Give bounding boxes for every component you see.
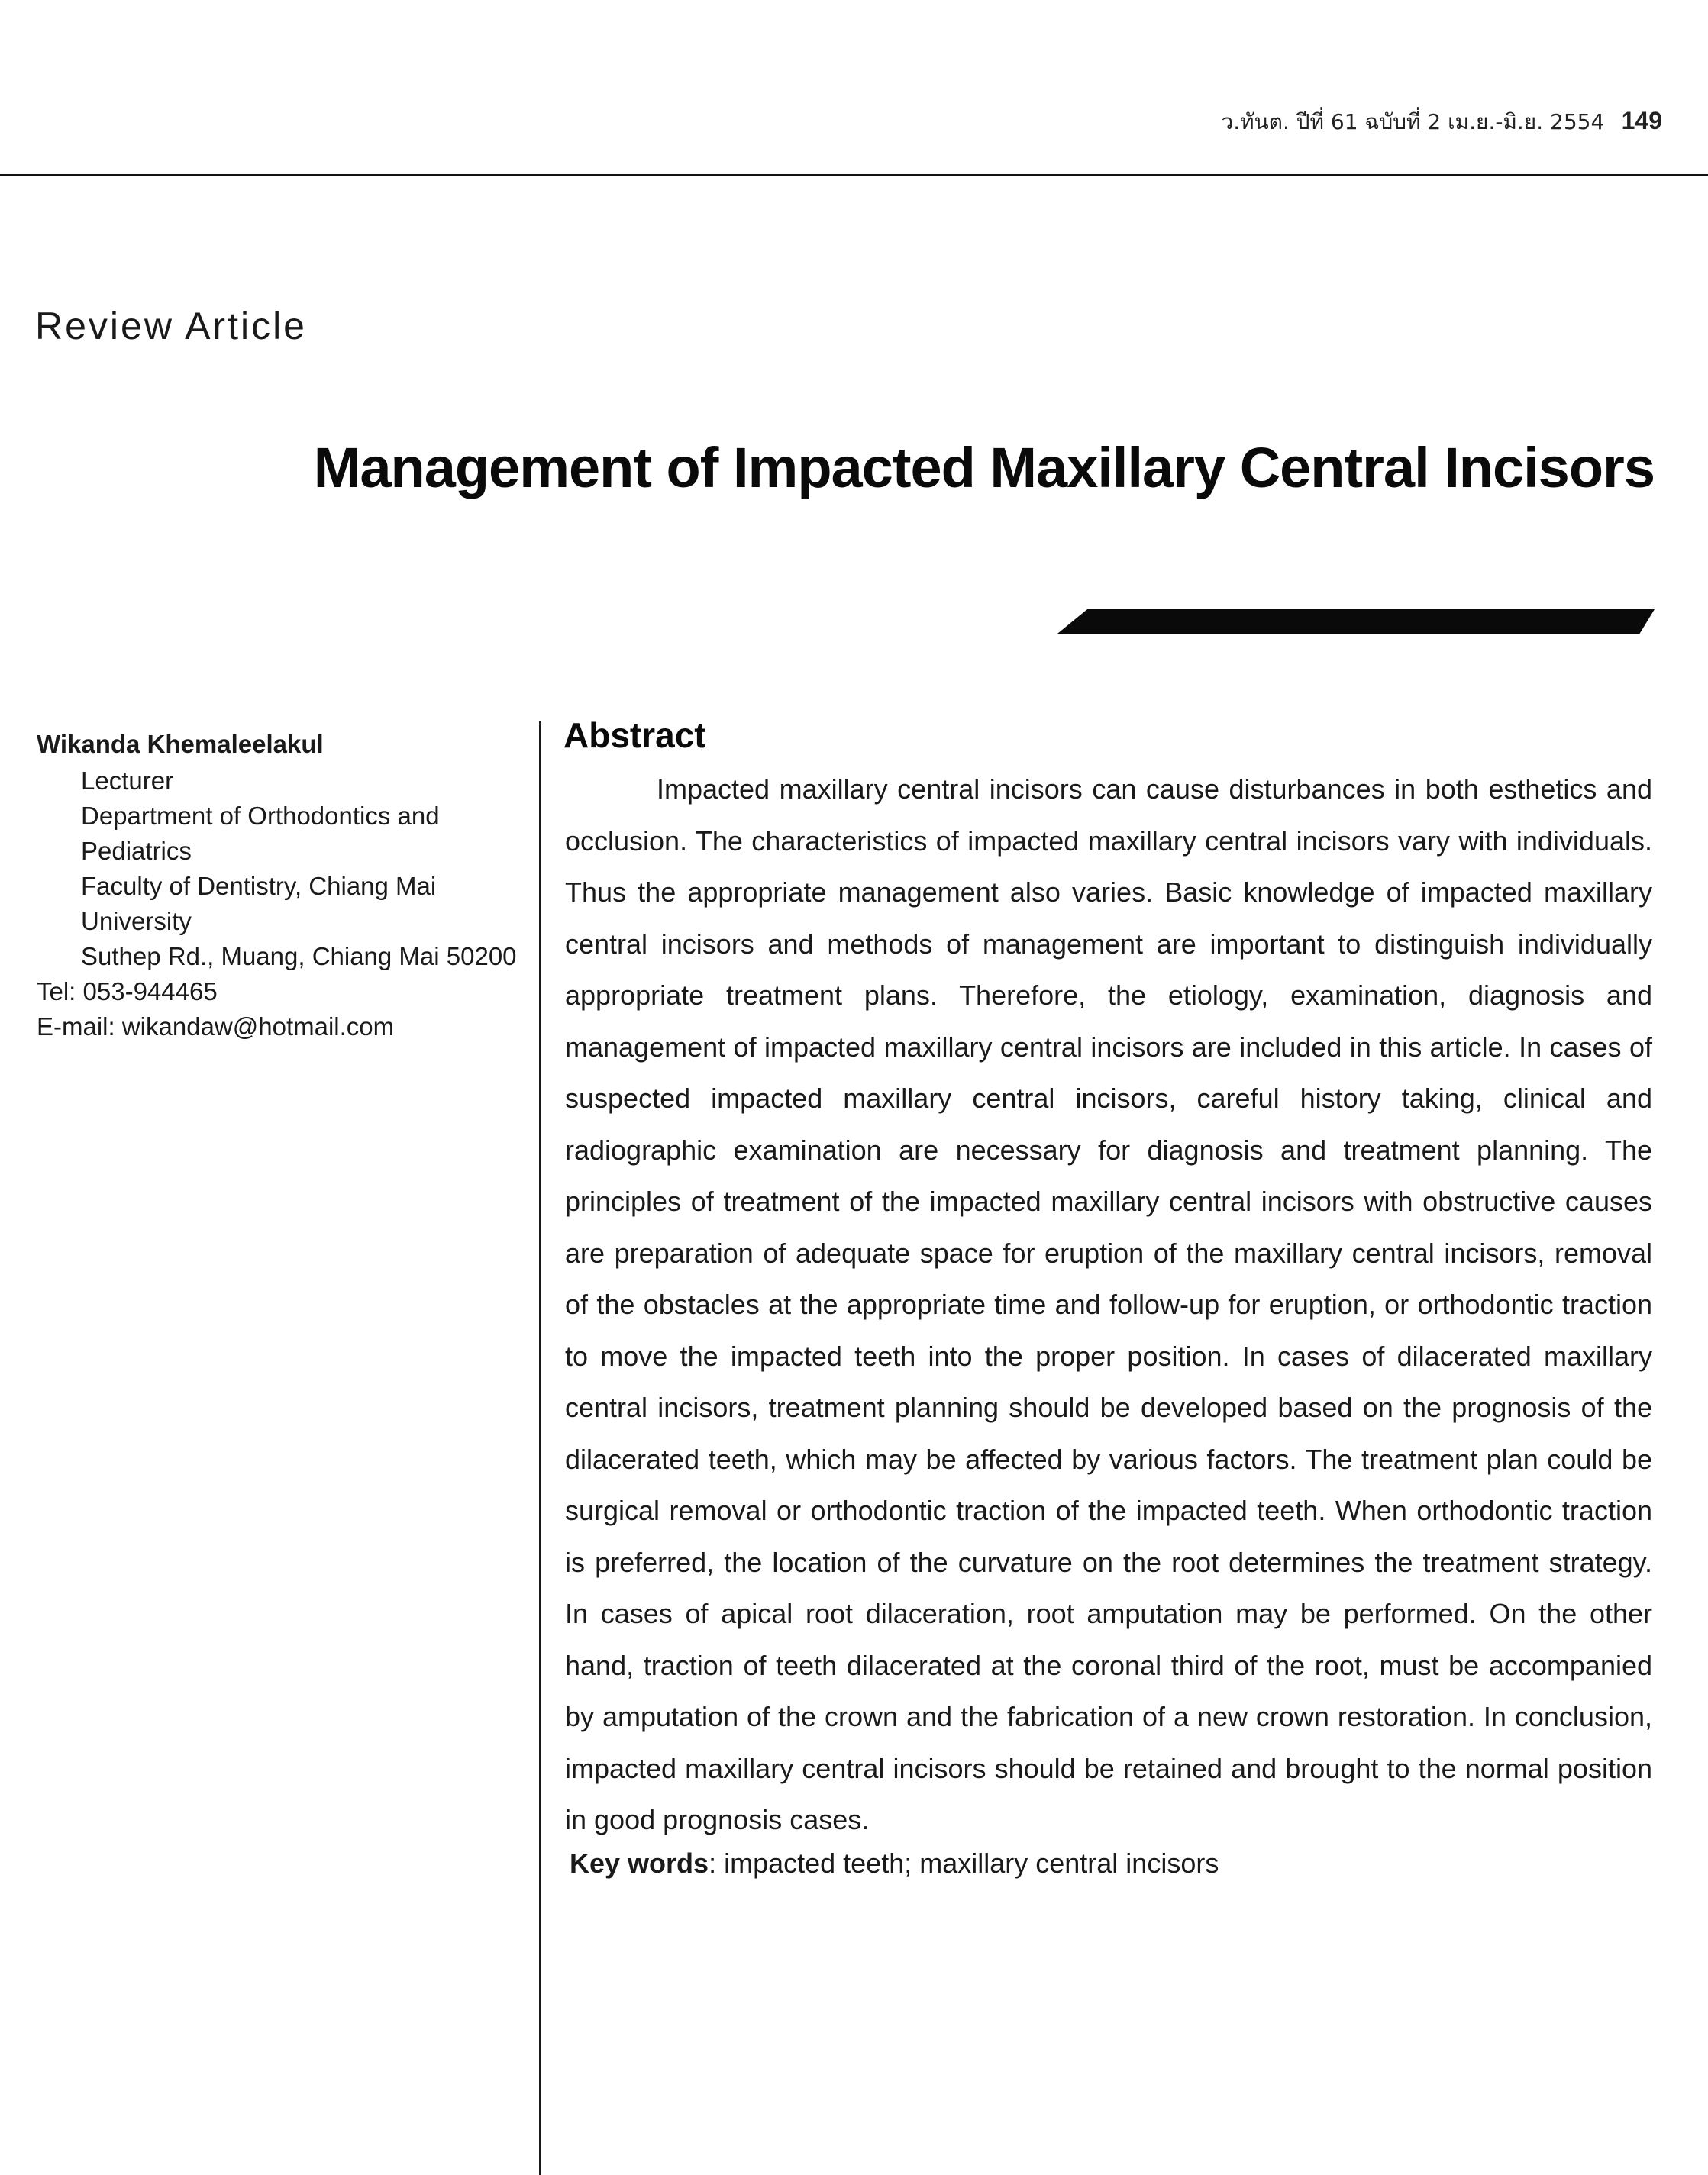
abstract-heading: Abstract (563, 715, 706, 755)
abstract-text: Impacted maxillary central incisors can cause disturbances in both esthetics and occlusion. The characteristics of impacted maxillary central incisors vary with individuals. Thus the appropriate management also varies. Basic knowledge of impacted maxillary central incisors and methods of management are important to distinguish individually appropriate treatment plans. Therefore, the etiology, examination, diagnosis and management of impacted maxillary central incisors are included in this article. In cases of suspected impacted maxillary central incisors, careful history taking, clinical and radiographic examination are necessary for diagnosis and treatment planning. The principles of treatment of the impacted maxillary central incisors with obstructive causes are preparation of adequate space for eruption of the maxillary central incisors, removal of the obstacles at the appropriate time and follow-up for eruption, or orthodontic traction to move the impacted teeth into the proper position. In cases of dilacerated maxillary central incisors, treatment planning should be developed based on the prognosis of the dilacerated teeth, which may be affected by various factors. The treatment plan could be surgical removal or orthodontic traction of the impacted teeth. When orthodontic traction is preferred, the location of the curvature on the root determines the treatment strategy. In cases of apical root dilaceration, root amputation may be performed. On the other hand, traction of teeth dilacerated at the coronal third of the root, must be accompanied by amputation of the crown and the fabrication of a new crown restoration. In conclusion, impacted maxillary central incisors should be retained and brought to the normal position in good prognosis cases. (565, 773, 1652, 1835)
title-decorative-bar (1057, 609, 1655, 634)
author-tel: Tel: 053-944465 (37, 977, 218, 1005)
keywords-separator: : (709, 1847, 725, 1879)
author-department: Department of Orthodontics and (81, 802, 440, 830)
author-department-cont: Pediatrics (81, 837, 192, 865)
column-divider (539, 721, 541, 2175)
running-header (1222, 105, 1662, 139)
author-faculty: Faculty of Dentistry, Chiang Mai University (81, 872, 437, 935)
keywords-label: Key words (570, 1847, 709, 1879)
journal-citation: ว.ทันต. ปีที่ 61 ฉบับที่ 2 เม.ย.-มิ.ย. 2554 (1221, 109, 1605, 134)
keywords (570, 1847, 1219, 1880)
author-position: Lecturer (81, 766, 174, 795)
author-address: Suthep Rd., Muang, Chiang Mai 50200 (81, 942, 517, 970)
keywords-text: impacted teeth; maxillary central incisors (724, 1847, 1219, 1879)
article-type-label: Review Article (35, 305, 307, 347)
article-title: Management of Impacted Maxillary Central Incisors (313, 436, 1655, 499)
author-name: Wikanda Khemaleelakul (37, 730, 324, 758)
author-info (37, 727, 533, 1044)
author-email: E-mail: wikandaw@hotmail.com (37, 1012, 395, 1041)
header-rule (0, 174, 1708, 176)
page-number: 149 (1621, 107, 1662, 134)
